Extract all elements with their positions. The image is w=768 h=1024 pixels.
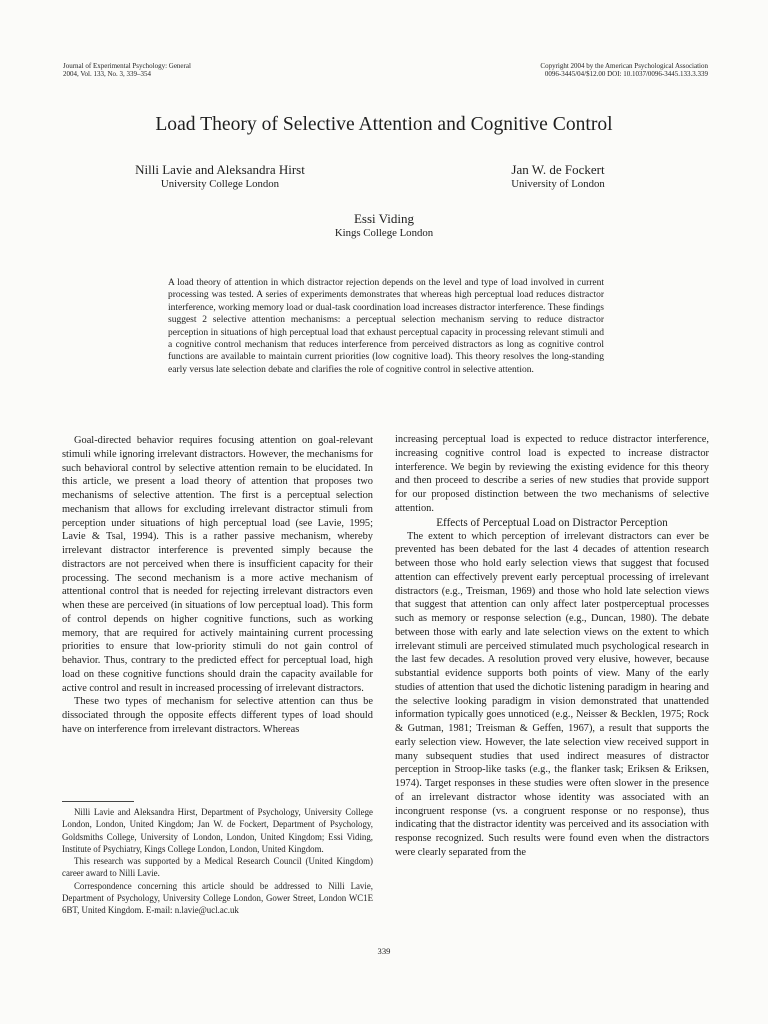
doi-line: 0096-3445/04/$12.00 DOI: 10.1037/0096-3445.133.3.339: [544, 70, 708, 79]
body-paragraph: increasing perceptual load is expected to reduce distractor interference, increasing cognitive control load is expected to increase distractor interference. We begin by reviewing the existing evidence for this theory and then proceed to describe a series of new studies that provide support for our proposed distinction between the two mechanisms of selective attention.: [395, 434, 709, 514]
journal-volume: 2004, Vol. 133, No. 3, 339–354: [63, 70, 152, 79]
author-affiliation: University College London: [160, 178, 280, 190]
copyright-notice: [540, 62, 708, 79]
abstract: A load theory of attention in which distractor rejection depends on the level and type of load involved in current processing was tested. A series of experiments demonstrates that whereas high perceptual load reduces distractor interference, working memory load or dual-task coordination load increases distractor interference. These findings suggest 2 selective attention mechanisms: a perceptual selection mechanism serving to reduce distractor perception in situations of high perceptual load that exhaust perceptual capacity in processing relevant stimuli and a cognitive control mechanism that reduces interference from perceived distractors as long as cognitive control functions are available to maintain current priorities (low cognitive load). This theory resolves the long-standing early versus late selection debate and clarifies the role of cognitive control in selective attention.: [168, 278, 604, 375]
author-note-correspondence: Correspondence concerning this article should be addressed to Nilli Lavie, Department of Psychology, University College London, Gower Street, London WC1E 6BT, United Kingdom. E-mail: n.lavie@ucl.ac.uk: [62, 880, 373, 916]
author-names: Nilli Lavie and Aleksandra Hirst: [135, 162, 305, 177]
body-paragraph: Goal-directed behavior requires focusing attention on goal-relevant stimuli while ignoring irrelevant distractors. However, the mechanisms for such behavioral control by selective attention remain to be elucidated. In this article, we present a load theory of attention that proposes two mechanisms of selective attention. The first is a perceptual selection mechanism that allows for excluding irrelevant distractor stimuli from perception under situations of high perceptual load (see Lavie, 1995; Lavie & Tsal, 1994). This is a rather passive mechanism, whereby irrelevant distractor interference is prevented simply because the distractors are not perceived when there is insufficient capacity for their processing. The second mechanism is a more active mechanism of attentional control that is needed for rejecting irrelevant distractors even when these are perceived (in situations of low perceptual load). This form of control depends on higher cognitive functions, such as working memory, that are required for actively maintaining current processing priorities to ensure that low-priority stimuli do not gain control of behavior. Thus, contrary to the predicted effect for perceptual load, high load on these cognitive functions should drain the capacity available for active control and result in increased processing of irrelevant distractors.: [62, 435, 373, 694]
copyright-line: Copyright 2004 by the American Psychological Association: [540, 62, 708, 70]
author-block-1: [120, 162, 320, 191]
author-note-funding: This research was supported by a Medical Research Council (United Kingdom) career award to Nilli Lavie.: [62, 856, 373, 879]
author-affiliation: University of London: [511, 178, 605, 190]
journal-citation: [63, 62, 191, 79]
journal-name: Journal of Experimental Psychology: General: [63, 62, 191, 70]
left-column: [62, 434, 373, 737]
author-block-2: [488, 162, 628, 191]
author-affiliation: Kings College London: [334, 227, 434, 239]
author-names: Essi Viding: [353, 211, 415, 226]
body-paragraph: The extent to which perception of irrelevant distractors can ever be prevented has been debated for the last 4 decades of attention research between those who hold early selection views that suggest that focused attention can effectively prevent early perceptual processing of irrelevant distractors (e.g., Treisman, 1969) and those who hold late selection views that suggest that attention can only affect later postperceptual processes such as memory or response selection (e.g., Duncan, 1980). The debate between those with early and late selection views on the extent to which irrelevant stimuli are perceived stimulated much psychological research in the last few decades. A resolution proved very elusive, however, because substantial evidence supports both points of view. Many of the early studies of attention that used the dichotic listening paradigm in hearing and the selective looking paradigm in vision demonstrated that unattended information typically goes unnoticed (e.g., Neisser & Becklen, 1975; Rock & Gutman, 1981; Treisman & Geffen, 1967), a result that supports the early selection view. However, the late selection view received support in many subsequent studies that used indirect measures of distractor perception in Stroop-like tasks (e.g., the flanker task; Eriksen & Eriksen, 1974). Target responses in these studies were often slower in the presence of an irrelevant distractor whose identity was associated with an incongruent response (vs. a congruent response or no response), thus indicating that the distractor identity was perceived and its association with response recognized. Such results were found even when the distractors were clearly separated from the: [395, 530, 709, 858]
right-column: [395, 433, 709, 860]
author-note: [62, 806, 373, 917]
page-number: 339: [377, 946, 391, 956]
author-note-affiliations: Nilli Lavie and Aleksandra Hirst, Department of Psychology, University College London, London, United Kingdom; Jan W. de Fockert, Department of Psychology, Goldsmiths College, University of London, London, United Kingdom; Essi Viding, Institute of Psychiatry, Kings College London, London, United Kingdom.: [62, 807, 373, 854]
article-title: Load Theory of Selective Attention and Cognitive Control: [155, 114, 613, 135]
author-names: Jan W. de Fockert: [511, 162, 605, 177]
body-paragraph: These two types of mechanism for selective attention can thus be dissociated through the opposite effects different types of load should have on interference from irrelevant distractors. Whereas: [62, 696, 373, 735]
section-heading: Effects of Perceptual Load on Distractor Perception: [436, 516, 668, 529]
author-block-3: [284, 211, 484, 240]
footnote-divider: [62, 801, 134, 802]
